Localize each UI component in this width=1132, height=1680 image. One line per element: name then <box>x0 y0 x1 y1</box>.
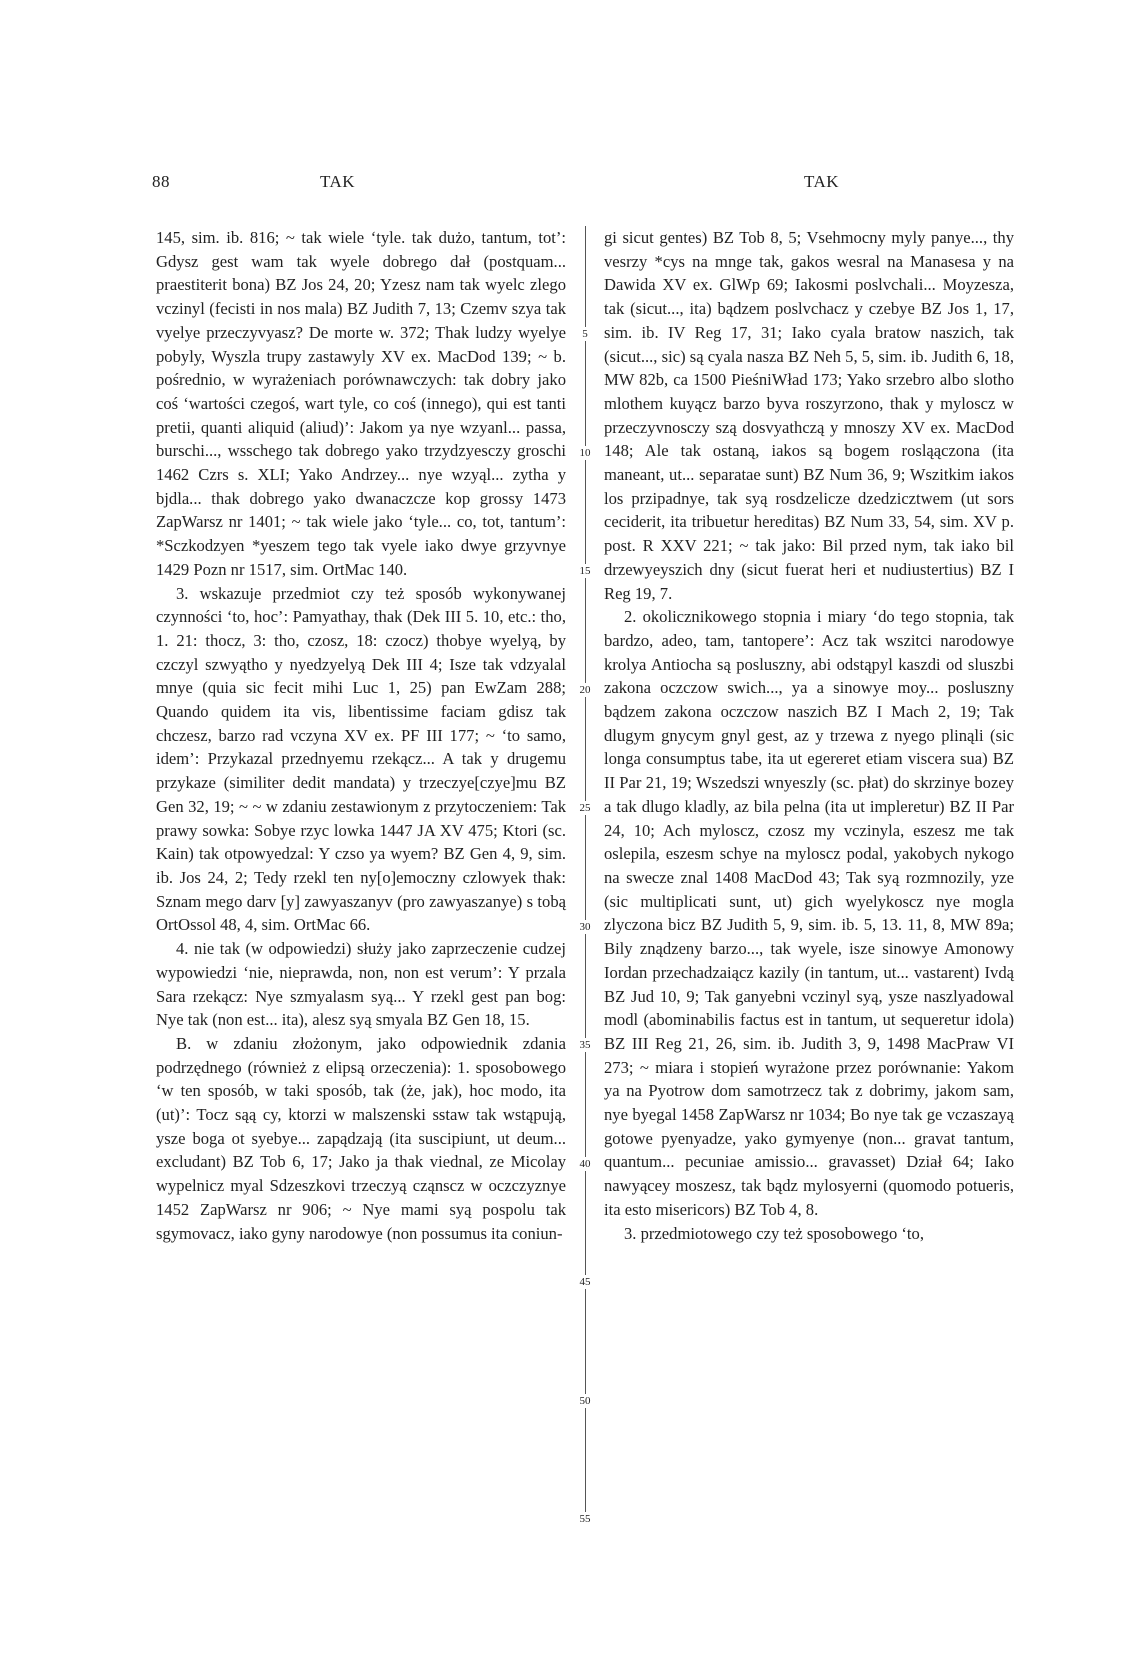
line-number: 5 <box>572 327 598 341</box>
line-number: 55 <box>572 1512 598 1526</box>
line-number: 25 <box>572 801 598 815</box>
paragraph: gi sicut gentes) BZ Tob 8, 5; Vsehmocny myly panye..., thy vesrzy *cys na mnge tak, gakos wesral na Manasesa y na Dawida XV ex. GlWp 69; Iakosmi poslvchali... Moyzesza, tak (sicut..., ita) bądzem poslvchacz y czebye BZ Jos 1, 17, sim. ib. IV Reg 17, 31; Iako cyala bratow naszich, tak (sicut..., sic) są cyala nasza BZ Neh 5, 5, sim. ib. Judith 6, 18, MW 82b, ca 1500 PieśniWład 173; Yako srzebro albo slotho mlothem kuyącz barzo byva roszyrzono, thak y myloscz w przeczyvnosczy szą dosvyathczą y mnoszy XV ex. MacDod 148; Ale tak ostaną, iakos są bogem rosląączona (ita maneant, ut... separatae sunt) BZ Num 36, 9; Wszitkim iakos los przipadnye, tak syą rosdzelicze dzedzicztwem (ut sors ceciderit, ita tribuetur hereditas) BZ Num 33, 54, sim. XV p. post. R XXV 221; ~ tak jako: Bil przed nym, tak iako bil drzewyeyszich dny (sicut fuerat heri et nudiustertius) BZ I Reg 19, 7. <box>604 228 1014 603</box>
line-number: 15 <box>572 564 598 578</box>
paragraph: 2. okolicznikowego stopnia i miary ‘do tego stopnia, tak bardzo, adeo, tam, tantopere’: Acz tak wszitci narodowye krolya Antiocha są posluszny, abi odstąpyl kaszdi od sluszbi zakona oczczow swich..., ya a sinowye moy... posluszny bądzem zakona oczczow naszich BZ I Mach 2, 19; Tak dlugym gnycym gnyl gest, az y trzewa z nyego plinąli (sic longa consumptus tabe, ita ut egereret etiam viscera sua) BZ II Par 21, 19; Wszedszi wnyeszly (sc. płat) do skrzinye bozey a tak dlugo kladly, az bila pelna (ita ut impleretur) BZ II Par 24, 10; Ach myloscz, czosz my vczinyla, eszesz me tak oslepila, eszesm schye na myloscz podal, yakobych nykogo na swecze znal 1408 MacDod 43; Tak syą rozmnozily, yze (sic multiplicati sunt, ut) gich wyelykoscz nye mogla zlyczona bicz BZ Judith 5, 9, sim. ib. 5, 13. 11, 8, MW 89a; Bily znądzeny barzo..., tak wyele, isze sinowye Amonowy Iordan przechadzaiącz kazily (in tantum, ut... vastarent) Ivdą BZ Jud 10, 9; Tak ganyebni vczinyl syą, ysze naszlyadowal modl (abominabilis factus est in tantum, ut sequeretur idola) BZ III Reg 21, 26, sim. ib. Judith 3, 9, 1498 MacPraw VI 273; ~ miara i stopień wyrażone przez porównanie: Yakom ya na Pyotrow dom samotrzecz tak z dobrimy, jakom sam, nye byegal 1458 ZapWarsz nr 1034; Bo nye tak ge vczaszayą gotowe pyenyadze, yako gymyenye (non... gravat tantum, quantum... pecuniae amissio... gravasset) Dział 64; Iako nawyącey moszesz, tak bądz mylosyerni (quomodo potueris, ita esto misericors) BZ Tob 4, 8. <box>604 607 1014 1219</box>
paragraph: 3. przedmiotowego czy też sposobowego ‘to, <box>624 1223 924 1243</box>
paragraph: 3. wskazuje przedmiot czy też sposób wykonywanej czynności ‘to, hoc’: Pamyathay, thak (Dek III 5. 10, etc.: tho, 1. 21: thocz, 3: tho, czosz, 18: czocz) thobye wyelyą, by czczyl szwyątho y nyedzyelyą Dek III 4; Isze tak vdzyalal mnye (quia sic fecit mihi Luc 1, 25) pan EwZam 288; Quando quidem ita vis, libentissime faciam gdisz tak chczesz, barzo rad vczyna XV ex. PF III 177; ~ ‘to samo, idem’: Przykazal przednyemu rzekącz... A tak y drugemu przykaze (similiter dedit mandata) y trzeczye[czye]mu BZ Gen 32, 19; ~ ~ w zdaniu zestawionym z przytoczeniem: Tak prawy sowka: Sobye rzyc lowka 1447 JA XV 475; Ktori (sc. Kain) tak otpowyedzal: Y czso ya wyem? BZ Gen 4, 9, sim. ib. Jos 24, 2; Tedy rzekl ten ny[o]emoczny czlowyek thak: Sznam mego darv [y] zawyaszanyv (pro zawyaszanye) s tobą OrtOssol 48, 4, sim. OrtMac 66. <box>156 583 566 935</box>
left-column <box>156 226 566 1245</box>
paragraph: 145, sim. ib. 816; ~ tak wiele ‘tyle. tak dużo, tantum, tot’: Gdysz gest wam tak wyele dobrego dał (postquam... praestiterit bona) BZ Jos 24, 20; Yzesz nam tak wyelc zlego vczinyl (fecisti in nos mala) BZ Judith 7, 13; Czemv szya tak vyelye przeczyvyasz? De morte w. 372; Thak ludzy wyelye pobyly, Wyszla trupy zastawyly XV ex. MacDod 139; ~ b. pośrednio, w wyrażeniach porównawczych: tak dobry jako coś ‘wartości czegoś, wart tyle, co coś (innego), qui est tanti pretii, quanti aliquid (aliud)’: Jakom ya nye wzyanl... passa, burschi..., wsschego tak dobrego yako trzydzyesczy groschi 1462 Czrs s. XLI; Yako Andrzey... nye wzyąl... zytha y bjdla... thak dobrego yako dwanaczcze kop grossy 1473 ZapWarsz nr 1401; ~ tak wiele jako ‘tyle... co, tot, tantum’: *Sczkodzyen *yeszem tego tak vyele iako dwye grzyvnye 1429 Pozn nr 1517, sim. OrtMac 140. <box>156 228 566 579</box>
line-number: 40 <box>572 1157 598 1171</box>
page-number: 88 <box>152 172 170 191</box>
line-number: 35 <box>572 1038 598 1052</box>
paragraph: 4. nie tak (w odpowiedzi) służy jako zaprzeczenie cudzej wypowiedzi ‘nie, nieprawda, non, non est verum’: Y przala Sara rzekącz: Nye szmyalasm syą... Y rzekl gest pan bog: Nye tak (non est... ita), alesz syą smyala BZ Gen 18, 15. <box>156 939 566 1030</box>
line-number: 50 <box>572 1394 598 1408</box>
line-number: 45 <box>572 1275 598 1289</box>
running-head-left: TAK <box>320 172 356 191</box>
running-head-right: TAK <box>804 172 840 191</box>
line-number-gutter <box>572 226 598 1536</box>
line-number: 30 <box>572 920 598 934</box>
line-number: 10 <box>572 446 598 460</box>
paragraph: B. w zdaniu złożonym, jako odpowiednik zdania podrzędnego (również z elipsą orzeczenia): 1. sposobowego ‘w ten sposób, w taki sposób, tak (że, jak), hoc modo, ita (ut)’: Tocz sąą cy, ktorzi w malszenski sstaw tak wstąpują, ysze boga ot syebye... zapądzają (ita suscipiunt, ut deum... excludant) BZ Tob 6, 17; Jako ja thak viednal, ze Micolay wypelnicz myal Sdzeszkovi trzeczyą cząnscz w oczczyznye 1452 ZapWarsz nr 906; ~ Nye mami syą pospolu tak sgymovacz, iako gyny narodowye (non possumus ita coniun- <box>156 1033 566 1243</box>
line-number: 20 <box>572 683 598 697</box>
right-column <box>604 226 1014 1245</box>
